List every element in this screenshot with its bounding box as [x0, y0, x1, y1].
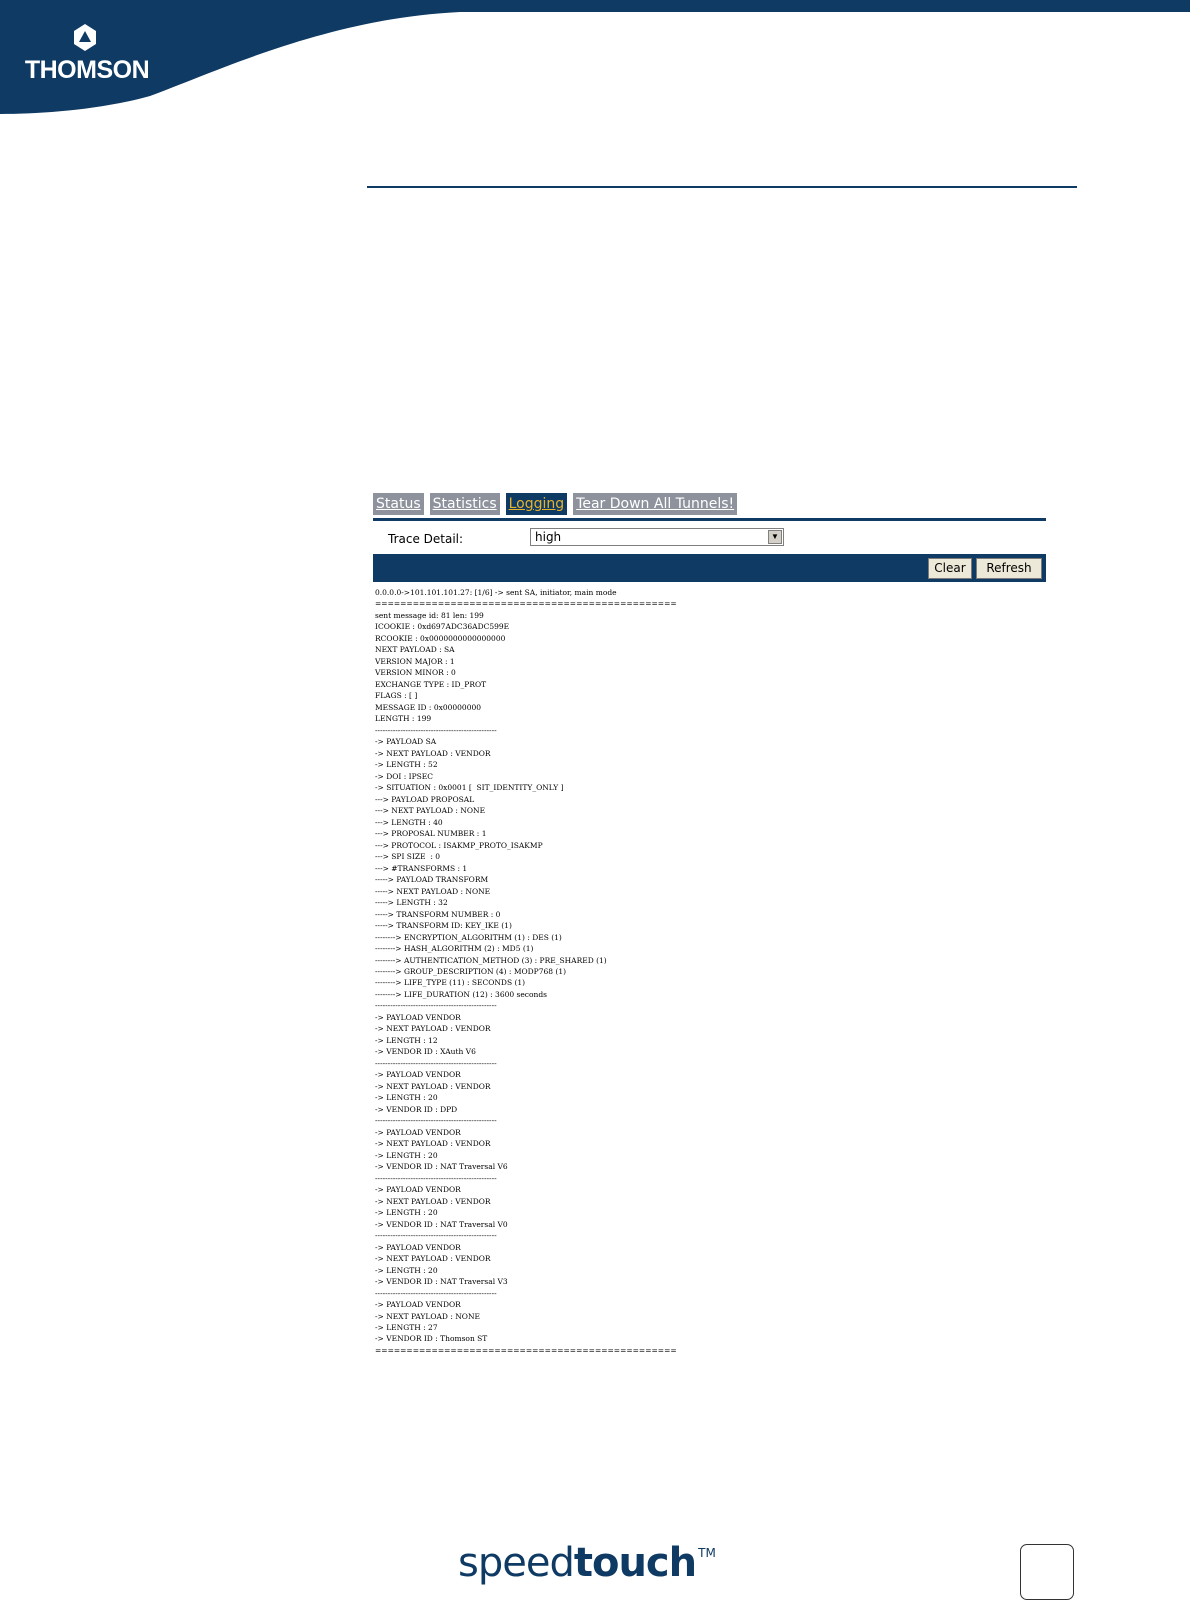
- tab-logging[interactable]: Logging: [506, 493, 568, 515]
- log-line: -> NEXT PAYLOAD : NONE: [375, 1311, 480, 1321]
- speedtouch-logo: [458, 1540, 714, 1586]
- log-line: sent message id: 81 len: 199: [375, 610, 484, 620]
- header-band: [0, 0, 1190, 120]
- log-line: ------------------------------------------------: [375, 1001, 497, 1011]
- log-line: ------------------------------------------------: [375, 725, 497, 735]
- log-line: ------------------------------------------------: [375, 1116, 497, 1126]
- log-line: -> LENGTH : 20: [375, 1208, 438, 1218]
- log-line: ---> NEXT PAYLOAD : NONE: [375, 806, 486, 816]
- log-line: --------> ENCRYPTION_ALGORITHM (1) : DES (1): [375, 932, 562, 942]
- trace-detail-select[interactable]: [530, 528, 784, 546]
- log-line: -> DOI : IPSEC: [375, 771, 433, 781]
- logo-brand-text: THOMSON: [24, 56, 150, 84]
- log-line: -> VENDOR ID : NAT Traversal V6: [375, 1162, 508, 1172]
- title-divider: [367, 186, 1077, 188]
- log-line: MESSAGE ID : 0x00000000: [375, 702, 482, 712]
- thomson-logo: [22, 24, 152, 86]
- log-line: ---> PROPOSAL NUMBER : 1: [375, 829, 487, 839]
- log-line: -----> NEXT PAYLOAD : NONE: [375, 886, 491, 896]
- log-line: -> LENGTH : 12: [375, 1035, 438, 1045]
- refresh-button[interactable]: Refresh: [976, 558, 1042, 579]
- log-line: -> VENDOR ID : NAT Traversal V0: [375, 1219, 508, 1229]
- log-line: -> PAYLOAD VENDOR: [375, 1300, 461, 1310]
- log-line: -----> LENGTH : 32: [375, 898, 448, 908]
- log-line: -> NEXT PAYLOAD : VENDOR: [375, 1081, 491, 1091]
- tab-bar: [373, 494, 1046, 521]
- clear-button[interactable]: Clear: [928, 558, 972, 579]
- log-line: -> VENDOR ID : Thomson ST: [375, 1334, 488, 1344]
- log-line: -> PAYLOAD VENDOR: [375, 1012, 461, 1022]
- log-line: ICOOKIE : 0xd697ADC36ADC599E: [375, 622, 510, 632]
- tab-statistics[interactable]: Statistics: [430, 493, 500, 515]
- log-line: -> VENDOR ID : NAT Traversal V3: [375, 1277, 508, 1287]
- log-line: VERSION MAJOR : 1: [375, 656, 455, 666]
- log-line: -----> TRANSFORM NUMBER : 0: [375, 909, 501, 919]
- log-line: -> NEXT PAYLOAD : VENDOR: [375, 1024, 491, 1034]
- log-line: ---> LENGTH : 40: [375, 817, 443, 827]
- log-line: NEXT PAYLOAD : SA: [375, 645, 455, 655]
- action-bar: [373, 554, 1046, 582]
- log-output: [373, 587, 1046, 1356]
- log-line: -> LENGTH : 52: [375, 760, 438, 770]
- log-line: -> LENGTH : 27: [375, 1323, 438, 1332]
- log-line: FLAGS : [ ]: [375, 691, 418, 701]
- log-line: -> VENDOR ID : DPD: [375, 1104, 458, 1114]
- log-line: ------------------------------------------------: [375, 1231, 497, 1241]
- log-line: -> PAYLOAD VENDOR: [375, 1242, 461, 1252]
- log-line: 0.0.0.0->101.101.101.27: [1/6] -> sent SA, initiator, main mode: [375, 588, 617, 597]
- log-line: -> NEXT PAYLOAD : VENDOR: [375, 1254, 491, 1264]
- log-line: -> NEXT PAYLOAD : VENDOR: [375, 1139, 491, 1149]
- log-line: -> NEXT PAYLOAD : VENDOR: [375, 1196, 491, 1206]
- log-line: RCOOKIE : 0x0000000000000000: [375, 633, 506, 643]
- log-line: -> VENDOR ID : XAuth V6: [375, 1047, 476, 1057]
- log-line: -> LENGTH : 20: [375, 1150, 438, 1160]
- log-line: -> SITUATION : 0x0001 [ SIT_IDENTITY_ONLY ]: [375, 783, 564, 793]
- page-number-box: [1020, 1544, 1074, 1600]
- log-line: -----> PAYLOAD TRANSFORM: [375, 875, 489, 885]
- log-line: -> LENGTH : 20: [375, 1265, 438, 1275]
- trademark-mark: TM: [698, 1546, 716, 1560]
- log-line: --------> AUTHENTICATION_METHOD (3) : PRE_SHARED (1): [375, 955, 607, 965]
- thomson-logo-icon: [70, 24, 100, 52]
- log-line: ---> PAYLOAD PROPOSAL: [375, 794, 475, 804]
- log-line: --------> HASH_ALGORITHM (2) : MD5 (1): [375, 944, 534, 954]
- tab-status[interactable]: Status: [373, 493, 424, 515]
- trace-detail-label: Trace Detail:: [388, 532, 464, 546]
- log-line: --------> LIFE_DURATION (12) : 3600 seconds: [375, 989, 548, 999]
- brand-speed: speed: [458, 1540, 574, 1586]
- log-line: ================================================: [375, 599, 677, 609]
- log-line: -> LENGTH : 20: [375, 1093, 438, 1103]
- trace-detail-value: high: [535, 530, 562, 544]
- trace-detail-row: [373, 526, 1046, 554]
- log-line: -> PAYLOAD VENDOR: [375, 1185, 461, 1195]
- log-line: EXCHANGE TYPE : ID_PROT: [375, 679, 487, 689]
- tab-tear-down-all-tunnels[interactable]: Tear Down All Tunnels!: [573, 493, 737, 515]
- log-line: -> PAYLOAD SA: [375, 737, 437, 747]
- log-line: ---> SPI SIZE : 0: [375, 852, 441, 862]
- log-line: -> NEXT PAYLOAD : VENDOR: [375, 748, 491, 758]
- chevron-down-icon[interactable]: ▼: [768, 530, 782, 544]
- log-line: ------------------------------------------------: [375, 1173, 497, 1183]
- log-line: -----> TRANSFORM ID: KEY_IKE (1): [375, 921, 512, 931]
- log-line: ---> #TRANSFORMS : 1: [375, 863, 468, 873]
- log-line: VERSION MINOR : 0: [375, 668, 456, 678]
- log-line: -> PAYLOAD VENDOR: [375, 1127, 461, 1137]
- log-line: -> PAYLOAD VENDOR: [375, 1070, 461, 1080]
- log-line: ------------------------------------------------: [375, 1058, 497, 1068]
- log-line: ================================================: [375, 1345, 677, 1355]
- vpn-logging-panel: [373, 494, 1046, 1356]
- log-line: --------> GROUP_DESCRIPTION (4) : MODP768 (1): [375, 966, 567, 976]
- log-line: LENGTH : 199: [375, 714, 432, 724]
- log-line: ---> PROTOCOL : ISAKMP_PROTO_ISAKMP: [375, 840, 543, 850]
- log-line: --------> LIFE_TYPE (11) : SECONDS (1): [375, 978, 526, 988]
- brand-touch: touch: [573, 1540, 697, 1586]
- log-line: ------------------------------------------------: [375, 1288, 497, 1298]
